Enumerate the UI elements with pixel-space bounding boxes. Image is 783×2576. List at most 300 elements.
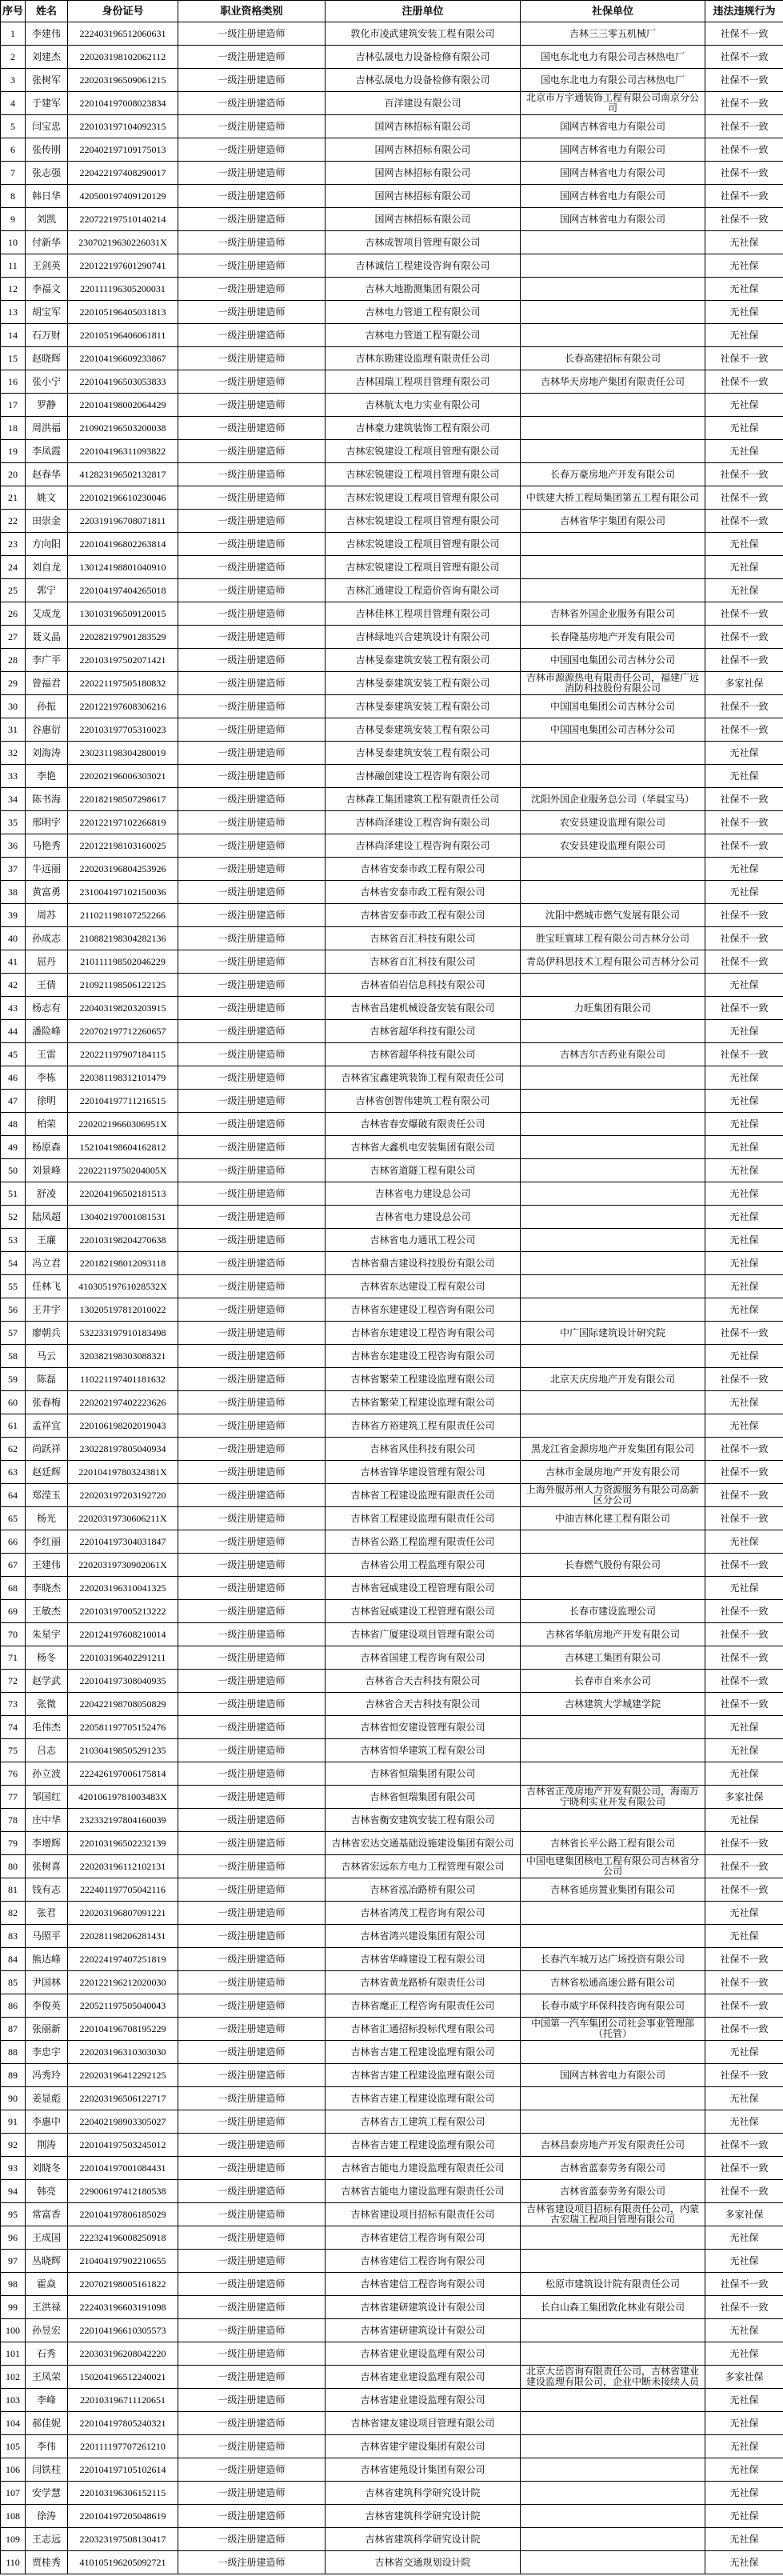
- cell-social_security_unit: 中国国电集团公司吉林分公司: [521, 695, 705, 718]
- cell-id_number: 220103198204270638: [68, 1229, 178, 1252]
- cell-registered_unit: 吉林省建苑设计集团有限公司: [326, 2458, 521, 2482]
- cell-qualification: 一级注册建造师: [178, 1507, 326, 1530]
- cell-violation: 社保不一致: [705, 1484, 783, 1507]
- cell-social_security_unit: 北京大岳咨询有限责任公司，吉林省建业建设监理有限公司，企业中断未接续人员: [521, 2366, 705, 2389]
- cell-id_number: 130402197001081531: [68, 1206, 178, 1229]
- cell-index: 66: [1, 1530, 26, 1554]
- cell-violation: 社保不一致: [705, 1461, 783, 1484]
- cell-registered_unit: 吉林省恒安建设管理有限公司: [326, 1716, 521, 1739]
- cell-registered_unit: 吉林旻泰建筑安装工程有限公司: [326, 672, 521, 695]
- cell-id_number: 220203196509061215: [68, 69, 178, 92]
- cell-social_security_unit: [521, 1739, 705, 1762]
- cell-name: 陈磊: [26, 1368, 68, 1391]
- cell-registered_unit: 吉林省创智伟建筑工程有限公司: [326, 1090, 521, 1113]
- table-row: [1, 2180, 783, 2203]
- cell-id_number: 220182198507298617: [68, 788, 178, 811]
- cell-index: 6: [1, 138, 26, 162]
- cell-social_security_unit: 长春汽车城万达广场投资有限公司: [521, 1948, 705, 1971]
- cell-index: 8: [1, 185, 26, 208]
- cell-index: 38: [1, 881, 26, 904]
- cell-social_security_unit: [521, 1925, 705, 1948]
- table-row: [1, 1809, 783, 1832]
- cell-registered_unit: 吉林省公路工程监理有限责任公司: [326, 1530, 521, 1554]
- header-row: [1, 1, 783, 22]
- table-row: [1, 2551, 783, 2574]
- table-row: [1, 1438, 783, 1461]
- cell-registered_unit: 吉林省黄龙路桥有限责任公司: [326, 1971, 521, 1994]
- table-row: [1, 1020, 783, 1043]
- column-header-social_security_unit: 社保单位: [521, 1, 705, 22]
- cell-index: 24: [1, 556, 26, 579]
- cell-id_number: 220203196804253926: [68, 858, 178, 881]
- cell-index: 37: [1, 858, 26, 881]
- cell-social_security_unit: 吉林省长平公路工程有限公司: [521, 1832, 705, 1855]
- cell-index: 36: [1, 834, 26, 858]
- cell-social_security_unit: [521, 440, 705, 463]
- cell-registered_unit: 吉林省昌建机械设备安装有限公司: [326, 997, 521, 1020]
- cell-qualification: 一级注册建造师: [178, 486, 326, 510]
- cell-violation: 无社保: [705, 858, 783, 881]
- cell-index: 84: [1, 1948, 26, 1971]
- cell-violation: 社保不一致: [705, 463, 783, 486]
- cell-registered_unit: 吉林省东建建设工程咨询有限公司: [326, 1298, 521, 1322]
- cell-registered_unit: 吉林省吉工建筑工程有限公司: [326, 2110, 521, 2134]
- cell-name: 张微: [26, 1693, 68, 1716]
- cell-qualification: 一级注册建造师: [178, 1623, 326, 1646]
- table-row: [1, 1507, 783, 1530]
- table-row: [1, 2435, 783, 2458]
- cell-social_security_unit: [521, 1530, 705, 1554]
- cell-name: 周苏: [26, 904, 68, 927]
- cell-registered_unit: 吉林省百汇科技有限公司: [326, 927, 521, 950]
- cell-id_number: 220104197404265018: [68, 579, 178, 602]
- cell-id_number: 220402197109175013: [68, 138, 178, 162]
- cell-id_number: 110221197401181632: [68, 1368, 178, 1391]
- cell-qualification: 一级注册建造师: [178, 1252, 326, 1275]
- cell-qualification: 一级注册建造师: [178, 834, 326, 858]
- table-row: [1, 1182, 783, 1206]
- column-header-id_number: 身份证号: [68, 1, 178, 22]
- table-row: [1, 301, 783, 324]
- cell-qualification: 一级注册建造师: [178, 1902, 326, 1925]
- cell-index: 87: [1, 2018, 26, 2041]
- cell-id_number: 220122197601290741: [68, 254, 178, 278]
- cell-qualification: 一级注册建造师: [178, 46, 326, 69]
- cell-violation: 社保不一致: [705, 46, 783, 69]
- cell-social_security_unit: [521, 254, 705, 278]
- cell-violation: 社保不一致: [705, 834, 783, 858]
- cell-registered_unit: 吉林省宝鑫建筑装饰工程有限责任公司: [326, 1066, 521, 1090]
- cell-name: 钱有志: [26, 1878, 68, 1902]
- cell-name: 李艳: [26, 765, 68, 788]
- cell-violation: 无社保: [705, 1252, 783, 1275]
- cell-id_number: 220104196708195229: [68, 2018, 178, 2041]
- cell-violation: 社保不一致: [705, 788, 783, 811]
- cell-qualification: 一级注册建造师: [178, 1670, 326, 1693]
- cell-id_number: 220106198202019043: [68, 1414, 178, 1438]
- table-row: [1, 1693, 783, 1716]
- cell-name: 郑滢玉: [26, 1484, 68, 1507]
- table-row: [1, 2458, 783, 2482]
- column-header-qualification: 职业资格类别: [178, 1, 326, 22]
- cell-name: 李福文: [26, 278, 68, 301]
- cell-qualification: 一级注册建造师: [178, 417, 326, 440]
- cell-index: 26: [1, 602, 26, 626]
- cell-social_security_unit: 吉林省正茂房地产开发有限公司，海南万宁晓利实业开发有限公司: [521, 1786, 705, 1809]
- cell-name: 聂义晶: [26, 626, 68, 649]
- cell-registered_unit: 吉林省繁荣工程建设监理有限公司: [326, 1391, 521, 1414]
- cell-index: 19: [1, 440, 26, 463]
- cell-qualification: 一级注册建造师: [178, 695, 326, 718]
- cell-index: 27: [1, 626, 26, 649]
- cell-name: 刘景峰: [26, 1159, 68, 1182]
- cell-name: 李红丽: [26, 1530, 68, 1554]
- table-row: [1, 115, 783, 138]
- cell-social_security_unit: 吉林省华航房地产开发有限公司: [521, 1623, 705, 1646]
- cell-name: 王敏杰: [26, 1600, 68, 1623]
- cell-name: 姚文: [26, 486, 68, 510]
- cell-qualification: 一级注册建造师: [178, 1530, 326, 1554]
- table-row: [1, 185, 783, 208]
- cell-id_number: 230231198304280019: [68, 742, 178, 765]
- cell-qualification: 一级注册建造师: [178, 1739, 326, 1762]
- cell-index: 79: [1, 1832, 26, 1855]
- table-row: [1, 2389, 783, 2412]
- cell-qualification: 一级注册建造师: [178, 115, 326, 138]
- cell-id_number: 220104197805240321: [68, 2412, 178, 2435]
- cell-social_security_unit: [521, 1182, 705, 1206]
- cell-id_number: 42010619781003483X: [68, 1786, 178, 1809]
- cell-index: 15: [1, 347, 26, 370]
- cell-registered_unit: 吉林省广厦建设项目管理有限公司: [326, 1623, 521, 1646]
- cell-qualification: 一级注册建造师: [178, 2087, 326, 2110]
- cell-id_number: 220111197707261210: [68, 2435, 178, 2458]
- table-row: [1, 69, 783, 92]
- cell-index: 97: [1, 2250, 26, 2273]
- cell-id_number: 210902196503200038: [68, 417, 178, 440]
- cell-name: 方向阳: [26, 533, 68, 556]
- cell-violation: 无社保: [705, 254, 783, 278]
- table-row: [1, 463, 783, 486]
- table-row: [1, 1739, 783, 1762]
- cell-social_security_unit: [521, 2342, 705, 2366]
- cell-index: 14: [1, 324, 26, 347]
- column-header-registered_unit: 注册单位: [326, 1, 521, 22]
- cell-social_security_unit: 国电东北电力有限公司吉林热电厂: [521, 46, 705, 69]
- cell-name: 马云: [26, 1345, 68, 1368]
- cell-qualification: 一级注册建造师: [178, 510, 326, 533]
- cell-social_security_unit: 中国第一汽车集团公司社会事业管理部（托管）: [521, 2018, 705, 2041]
- cell-social_security_unit: 力旺集团有限公司: [521, 997, 705, 1020]
- cell-violation: 无社保: [705, 556, 783, 579]
- cell-id_number: 220203196112102131: [68, 1855, 178, 1878]
- cell-social_security_unit: [521, 1020, 705, 1043]
- cell-violation: 社保不一致: [705, 370, 783, 394]
- table-row: [1, 1461, 783, 1484]
- table-row: [1, 417, 783, 440]
- cell-violation: 社保不一致: [705, 2296, 783, 2319]
- cell-name: 荆涛: [26, 2134, 68, 2157]
- cell-id_number: 220281198206281431: [68, 1925, 178, 1948]
- cell-qualification: 一级注册建造师: [178, 1345, 326, 1368]
- cell-name: 艾成龙: [26, 602, 68, 626]
- cell-name: 李建伟: [26, 22, 68, 46]
- cell-id_number: 220182198012093118: [68, 1252, 178, 1275]
- cell-social_security_unit: 国网吉林省电力有限公司: [521, 115, 705, 138]
- cell-violation: 多家社保: [705, 2366, 783, 2389]
- cell-social_security_unit: [521, 533, 705, 556]
- table-row: [1, 1902, 783, 1925]
- cell-registered_unit: 吉林旻泰建筑安装工程有限公司: [326, 695, 521, 718]
- cell-name: 李惠中: [26, 2110, 68, 2134]
- cell-name: 徐明: [26, 1090, 68, 1113]
- cell-social_security_unit: 国电东北电力有限公司吉林热电厂: [521, 69, 705, 92]
- table-row: [1, 278, 783, 301]
- cell-social_security_unit: [521, 2458, 705, 2482]
- cell-id_number: 220203196310303030: [68, 2041, 178, 2064]
- cell-violation: 社保不一致: [705, 2018, 783, 2041]
- cell-registered_unit: 吉林省建信工程咨询有限公司: [326, 2273, 521, 2296]
- cell-social_security_unit: 吉林吉尔吉药业有限公司: [521, 1043, 705, 1066]
- cell-registered_unit: 吉林省电力通讯工程公司: [326, 1229, 521, 1252]
- cell-qualification: 一级注册建造师: [178, 1577, 326, 1600]
- cell-social_security_unit: [521, 301, 705, 324]
- cell-social_security_unit: [521, 394, 705, 417]
- cell-name: 张传刚: [26, 138, 68, 162]
- table-row: [1, 1878, 783, 1902]
- cell-violation: 无社保: [705, 2319, 783, 2342]
- cell-qualification: 一级注册建造师: [178, 533, 326, 556]
- cell-id_number: 220581197705152476: [68, 1716, 178, 1739]
- cell-index: 33: [1, 765, 26, 788]
- cell-registered_unit: 吉林弘晟电力设备检修有限公司: [326, 69, 521, 92]
- cell-social_security_unit: 吉林市源源热电有限责任公司，福建广远消防科技股份有限公司: [521, 672, 705, 695]
- cell-index: 35: [1, 811, 26, 834]
- cell-violation: 无社保: [705, 1809, 783, 1832]
- table-row: [1, 1043, 783, 1066]
- table-row: [1, 1554, 783, 1577]
- cell-id_number: 222403196603191098: [68, 2296, 178, 2319]
- cell-id_number: 220104196610305573: [68, 2319, 178, 2342]
- cell-social_security_unit: [521, 2087, 705, 2110]
- cell-id_number: 130124198801040910: [68, 556, 178, 579]
- cell-registered_unit: 吉林尚泽建设工程咨询有限公司: [326, 811, 521, 834]
- cell-id_number: 220203198102062112: [68, 46, 178, 69]
- cell-index: 61: [1, 1414, 26, 1438]
- table-row: [1, 649, 783, 672]
- cell-name: 付新华: [26, 231, 68, 254]
- cell-index: 72: [1, 1670, 26, 1693]
- table-row: [1, 974, 783, 997]
- cell-index: 21: [1, 486, 26, 510]
- cell-index: 83: [1, 1925, 26, 1948]
- cell-registered_unit: 吉林宏锐建设工程项目管理有限公司: [326, 440, 521, 463]
- cell-registered_unit: 国网吉林招标有限公司: [326, 208, 521, 231]
- cell-id_number: 220105196406061811: [68, 324, 178, 347]
- cell-name: 孙成志: [26, 927, 68, 950]
- cell-index: 1: [1, 22, 26, 46]
- cell-qualification: 一级注册建造师: [178, 2389, 326, 2412]
- cell-index: 58: [1, 1345, 26, 1368]
- cell-violation: 无社保: [705, 533, 783, 556]
- cell-qualification: 一级注册建造师: [178, 2319, 326, 2342]
- cell-index: 59: [1, 1368, 26, 1391]
- cell-violation: 社保不一致: [705, 1994, 783, 2018]
- cell-registered_unit: 吉林省宏达交通基础设施建设集团有限公司: [326, 1832, 521, 1855]
- cell-registered_unit: 吉林省建业建设监理有限公司: [326, 2342, 521, 2366]
- cell-id_number: 220203196412292125: [68, 2064, 178, 2087]
- cell-registered_unit: 敦化市凌武建筑安装工程有限公司: [326, 22, 521, 46]
- cell-violation: 无社保: [705, 278, 783, 301]
- cell-id_number: 211021198107252266: [68, 904, 178, 927]
- cell-name: 王洪禄: [26, 2296, 68, 2319]
- cell-violation: 社保不一致: [705, 1554, 783, 1577]
- cell-violation: 社保不一致: [705, 510, 783, 533]
- table-row: [1, 2134, 783, 2157]
- cell-qualification: 一级注册建造师: [178, 347, 326, 370]
- cell-registered_unit: 吉林省建设项目招标有限责任公司: [326, 2203, 521, 2226]
- cell-violation: 社保不一致: [705, 1832, 783, 1855]
- table-row: [1, 811, 783, 834]
- table-row: [1, 881, 783, 904]
- cell-social_security_unit: [521, 556, 705, 579]
- table-row: [1, 1925, 783, 1948]
- cell-qualification: 一级注册建造师: [178, 2551, 326, 2574]
- cell-qualification: 一级注册建造师: [178, 2226, 326, 2250]
- table-row: [1, 626, 783, 649]
- cell-qualification: 一级注册建造师: [178, 2041, 326, 2064]
- cell-social_security_unit: 国网吉林省电力有限公司: [521, 138, 705, 162]
- cell-violation: 无社保: [705, 1902, 783, 1925]
- cell-registered_unit: 吉林省工程建设监理有限责任公司: [326, 1507, 521, 1530]
- cell-registered_unit: 吉林省安泰市政工程有限公司: [326, 904, 521, 927]
- cell-social_security_unit: [521, 1275, 705, 1298]
- cell-social_security_unit: [521, 1090, 705, 1113]
- cell-id_number: 220202197402223626: [68, 1391, 178, 1414]
- cell-name: 丛晓辉: [26, 2250, 68, 2273]
- cell-violation: 无社保: [705, 2435, 783, 2458]
- cell-registered_unit: 吉林省泓冶路桥有限公司: [326, 1878, 521, 1902]
- cell-registered_unit: 国网吉林招标有限公司: [326, 138, 521, 162]
- cell-registered_unit: 吉林省吉建工程建设监理有限公司: [326, 2134, 521, 2157]
- cell-social_security_unit: 中国电建集团核电工程有限公司吉林省分公司: [521, 1855, 705, 1878]
- cell-social_security_unit: [521, 1762, 705, 1786]
- cell-id_number: 220124197608210014: [68, 1623, 178, 1646]
- cell-id_number: 220104196311093822: [68, 440, 178, 463]
- cell-id_number: 220282197901283529: [68, 626, 178, 649]
- cell-registered_unit: 吉林省超华科技有限公司: [326, 1020, 521, 1043]
- cell-index: 110: [1, 2551, 26, 2574]
- cell-registered_unit: 吉林弘晟电力设备检修有限公司: [326, 46, 521, 69]
- cell-index: 32: [1, 742, 26, 765]
- cell-violation: 无社保: [705, 2505, 783, 2528]
- table-row: [1, 765, 783, 788]
- cell-index: 40: [1, 927, 26, 950]
- cell-qualification: 一级注册建造师: [178, 2064, 326, 2087]
- cell-name: 柏荣: [26, 1113, 68, 1136]
- cell-social_security_unit: 长白山森工集团敦化林业有限公司: [521, 2296, 705, 2319]
- table-row: [1, 834, 783, 858]
- table-row: [1, 602, 783, 626]
- cell-id_number: 220204196502181513: [68, 1182, 178, 1206]
- cell-index: 29: [1, 672, 26, 695]
- cell-qualification: 一级注册建造师: [178, 2110, 326, 2134]
- cell-registered_unit: 吉林国瑞工程项目管理有限公司: [326, 370, 521, 394]
- cell-violation: 社保不一致: [705, 1368, 783, 1391]
- cell-violation: 无社保: [705, 1414, 783, 1438]
- cell-social_security_unit: 吉林省延房置业集团有限公司: [521, 1878, 705, 1902]
- cell-index: 57: [1, 1322, 26, 1345]
- cell-violation: 无社保: [705, 2087, 783, 2110]
- cell-social_security_unit: [521, 1066, 705, 1090]
- table-row: [1, 394, 783, 417]
- cell-violation: 无社保: [705, 2041, 783, 2064]
- cell-index: 65: [1, 1507, 26, 1530]
- cell-registered_unit: 吉林省大鑫机电安装集团有限公司: [326, 1136, 521, 1159]
- cell-violation: 无社保: [705, 324, 783, 347]
- table-row: [1, 2273, 783, 2296]
- table-row: [1, 2296, 783, 2319]
- cell-violation: 无社保: [705, 974, 783, 997]
- cell-social_security_unit: [521, 2041, 705, 2064]
- cell-registered_unit: 吉林省繁荣工程建设监理有限公司: [326, 1368, 521, 1391]
- cell-id_number: 220105196405031813: [68, 301, 178, 324]
- cell-social_security_unit: 长春隆基房地产开发有限公司: [521, 626, 705, 649]
- cell-qualification: 一级注册建造师: [178, 2296, 326, 2319]
- cell-registered_unit: 吉林宏锐建设工程项目管理有限公司: [326, 486, 521, 510]
- cell-registered_unit: 吉林省建信工程咨询有限公司: [326, 2226, 521, 2250]
- cell-id_number: 220104196609233867: [68, 347, 178, 370]
- cell-registered_unit: 吉林省鼎吉建设科技股份有限公司: [326, 1252, 521, 1275]
- cell-name: 王凤荣: [26, 2366, 68, 2389]
- cell-violation: 无社保: [705, 440, 783, 463]
- cell-index: 16: [1, 370, 26, 394]
- cell-name: 李伟: [26, 2435, 68, 2458]
- cell-registered_unit: 吉林省公用工程监理有限公司: [326, 1554, 521, 1577]
- cell-name: 闫铁柱: [26, 2458, 68, 2482]
- cell-registered_unit: 吉林省方裕建筑工程有限责任公司: [326, 1414, 521, 1438]
- cell-social_security_unit: 北京天庆房地产开发有限公司: [521, 1368, 705, 1391]
- table-row: [1, 2528, 783, 2551]
- cell-registered_unit: 吉林省国建工程咨询有限公司: [326, 1646, 521, 1670]
- cell-qualification: 一级注册建造师: [178, 718, 326, 742]
- cell-name: 霍焱: [26, 2273, 68, 2296]
- cell-index: 34: [1, 788, 26, 811]
- cell-name: 田崇金: [26, 510, 68, 533]
- cell-index: 98: [1, 2273, 26, 2296]
- cell-social_security_unit: 国网吉林省电力有限公司: [521, 2064, 705, 2087]
- cell-id_number: 220702198005161822: [68, 2273, 178, 2296]
- cell-index: 4: [1, 92, 26, 115]
- cell-name: 韩亮: [26, 2180, 68, 2203]
- cell-index: 13: [1, 301, 26, 324]
- cell-social_security_unit: 长春市自来水公司: [521, 1670, 705, 1693]
- cell-social_security_unit: [521, 324, 705, 347]
- cell-name: 李峰: [26, 2389, 68, 2412]
- cell-qualification: 一级注册建造师: [178, 1275, 326, 1298]
- cell-name: 陈书海: [26, 788, 68, 811]
- cell-index: 43: [1, 997, 26, 1020]
- cell-violation: 无社保: [705, 1298, 783, 1322]
- cell-registered_unit: 吉林航太电力实业有限公司: [326, 394, 521, 417]
- cell-qualification: 一级注册建造师: [178, 440, 326, 463]
- cell-registered_unit: 吉林森工集团建筑工程有限责任公司: [326, 788, 521, 811]
- cell-id_number: 220104197205048619: [68, 2505, 178, 2528]
- cell-qualification: 一级注册建造师: [178, 2412, 326, 2435]
- cell-id_number: 222426197006175814: [68, 1762, 178, 1786]
- cell-registered_unit: 国网吉林招标有限公司: [326, 115, 521, 138]
- cell-index: 23: [1, 533, 26, 556]
